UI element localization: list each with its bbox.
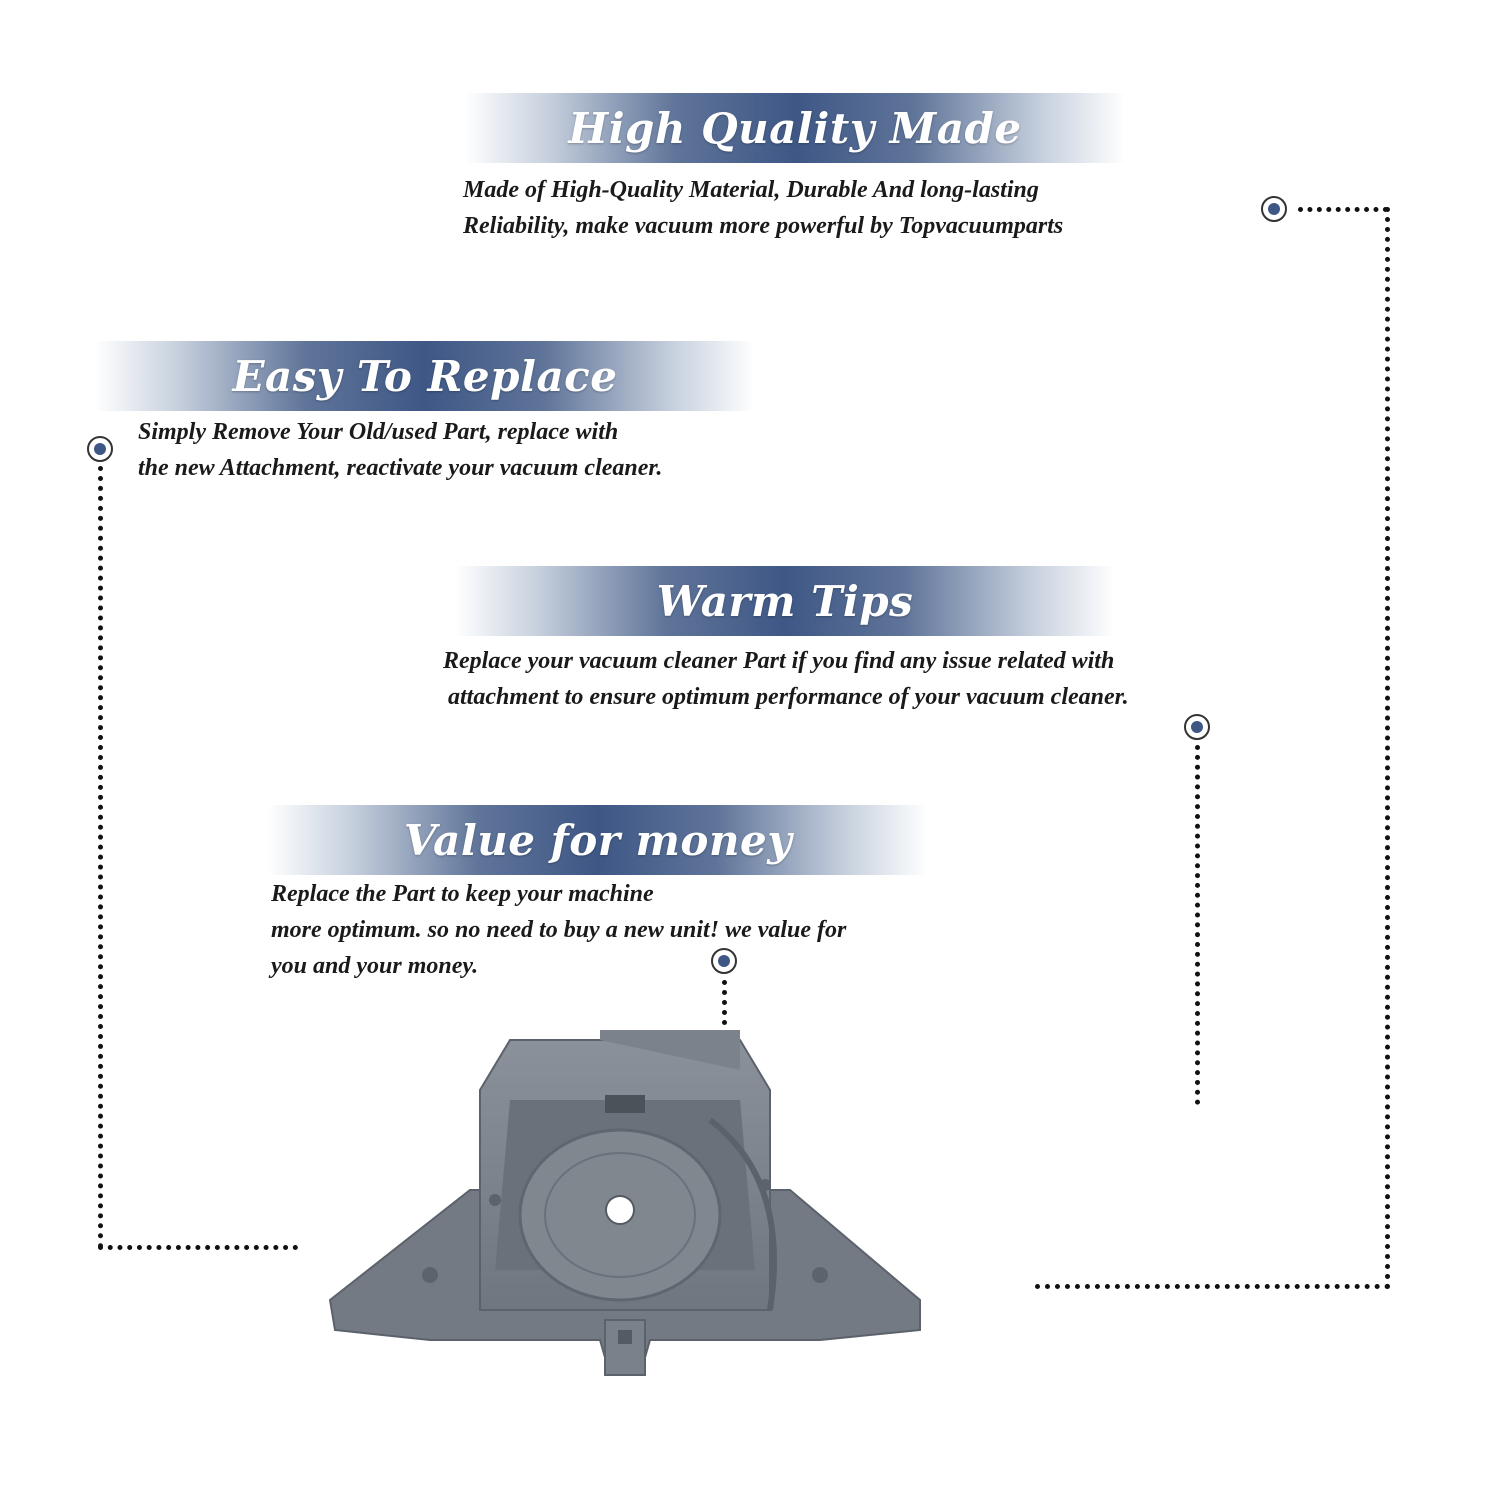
- connector-line: [1035, 1284, 1390, 1289]
- connector-line: [1195, 745, 1200, 1105]
- feature-banner-quality: [465, 93, 1125, 163]
- connector-line: [1385, 207, 1390, 1290]
- feature-description-line: Made of High-Quality Material, Durable And long-lasting: [463, 177, 1039, 203]
- feature-banner-replace: [95, 341, 755, 411]
- connector-line: [722, 980, 727, 1035]
- connector-line: [98, 1245, 298, 1250]
- feature-description: [271, 876, 846, 984]
- bullet-marker-icon: [87, 436, 113, 462]
- feature-title: Easy To Replace: [232, 351, 618, 401]
- bullet-marker-icon: [1184, 714, 1210, 740]
- bullet-marker-icon: [711, 948, 737, 974]
- feature-description: [463, 172, 1063, 244]
- feature-description-line: attachment to ensure optimum performance of your vacuum cleaner.: [448, 684, 1129, 710]
- feature-banner-tips: [455, 566, 1115, 636]
- feature-description: [443, 643, 1129, 715]
- vacuum-part-image: [320, 1030, 940, 1390]
- feature-title: Warm Tips: [656, 576, 914, 626]
- feature-description-line: Replace your vacuum cleaner Part if you find any issue related with: [443, 648, 1115, 674]
- connector-line: [98, 466, 103, 1249]
- feature-description-line: more optimum. so no need to buy a new unit! we value for: [271, 917, 847, 943]
- feature-description-line: Reliability, make vacuum more powerful by Topvacuumparts: [463, 213, 1064, 239]
- feature-title: High Quality Made: [568, 103, 1022, 153]
- feature-description-line: the new Attachment, reactivate your vacuum cleaner.: [138, 455, 663, 481]
- connector-line: [1298, 207, 1388, 212]
- feature-description-line: Replace the Part to keep your machine: [271, 881, 654, 907]
- feature-description-line: Simply Remove Your Old/used Part, replace with: [138, 419, 619, 445]
- feature-banner-value: [268, 805, 928, 875]
- feature-title: Value for money: [403, 815, 793, 865]
- feature-description-line: you and your money.: [271, 953, 479, 979]
- feature-description: [138, 414, 662, 486]
- bullet-marker-icon: [1261, 196, 1287, 222]
